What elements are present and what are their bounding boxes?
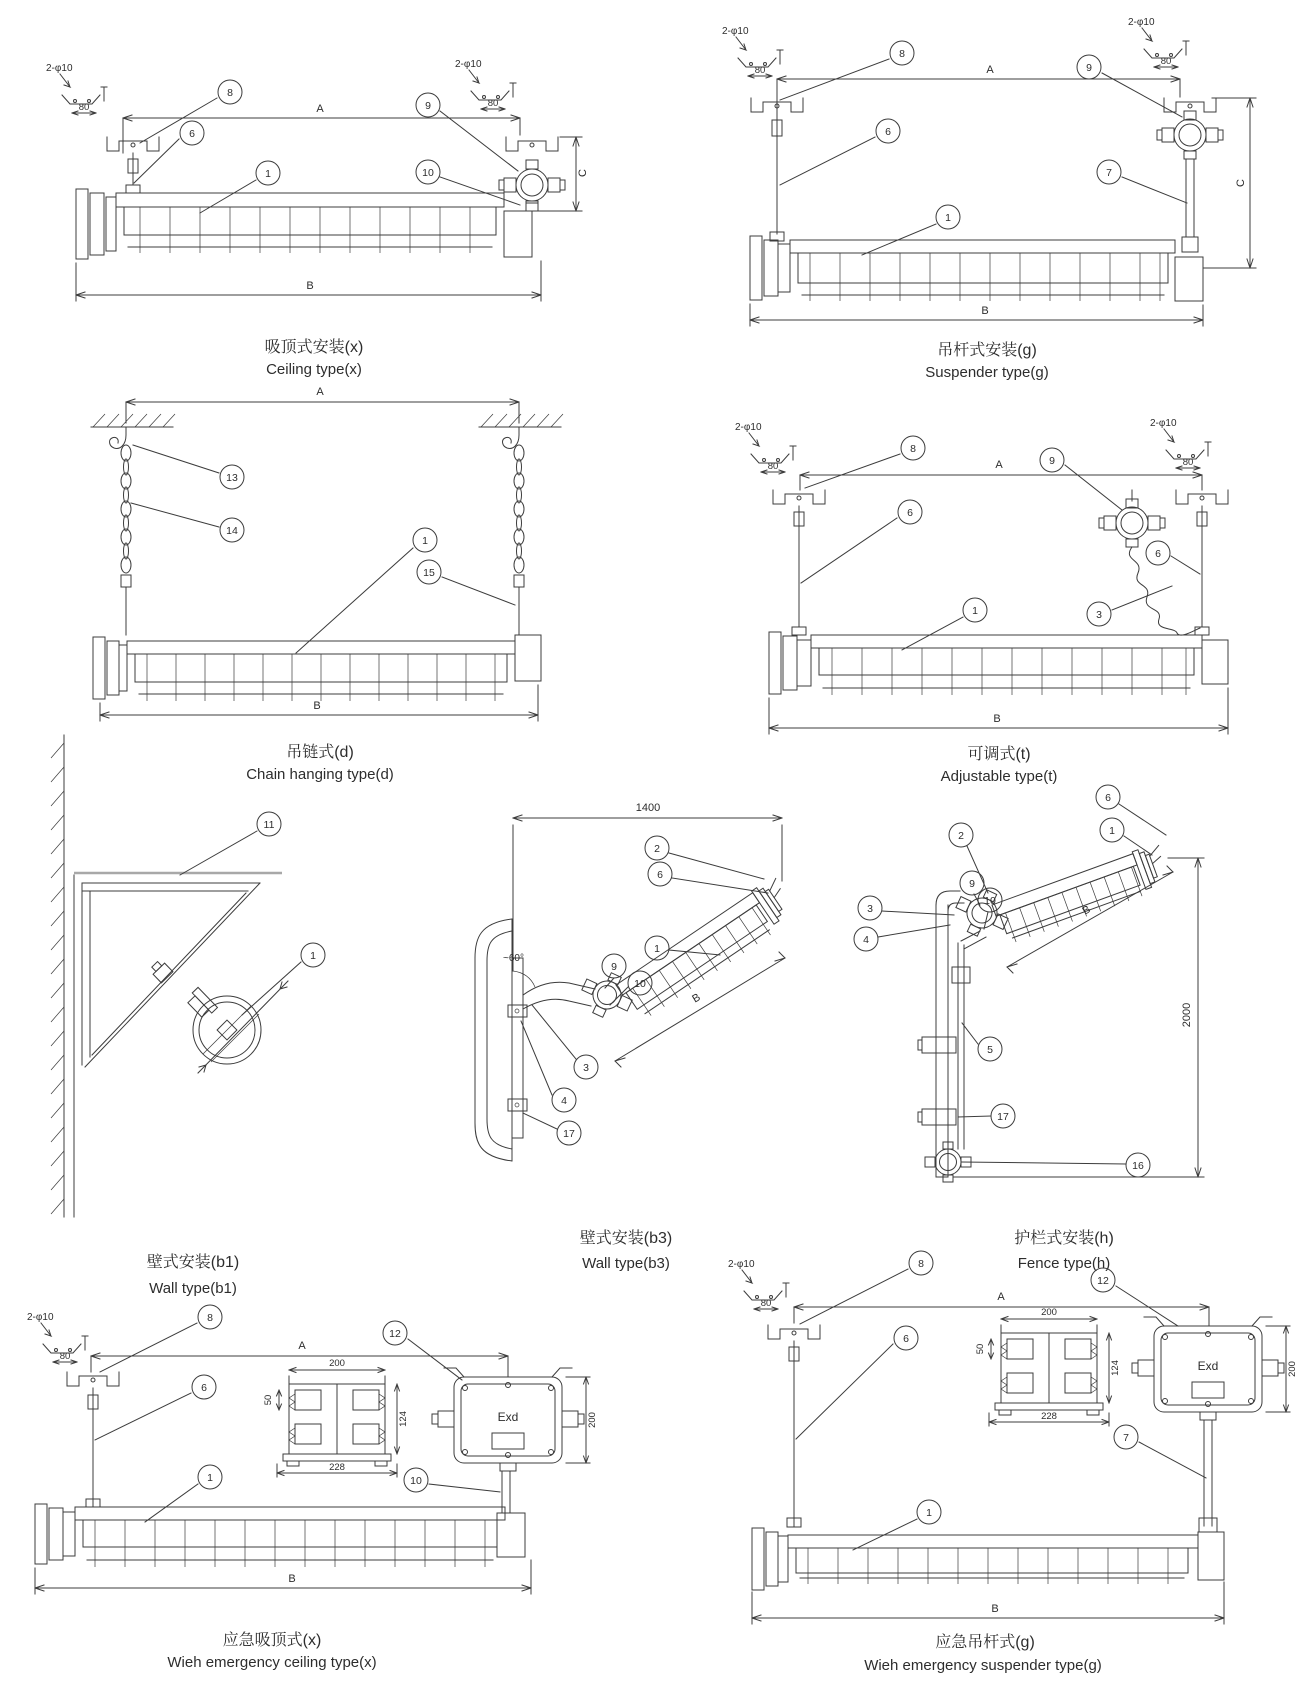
dim-A: [800, 459, 1202, 490]
diagram-title-cn: 壁式安装(b3): [579, 1230, 673, 1247]
dim-battery-124: [395, 1384, 410, 1454]
dim-battery-124: [1107, 1333, 1122, 1403]
callout-6: [134, 121, 204, 183]
dim-A-label: A: [995, 459, 1003, 471]
callout-6: [648, 862, 768, 893]
ceiling-bracket-right: [1164, 98, 1216, 112]
callout-15: [417, 560, 515, 605]
diagram-emergency-ceiling-type: [10, 1300, 655, 1690]
dim-B: [752, 1582, 1224, 1624]
dim-C-label: C: [1235, 179, 1247, 187]
svg-text:1: 1: [207, 1472, 213, 1484]
callout-17: [523, 1113, 581, 1145]
callout-8: [780, 41, 914, 100]
battery-detail: [263, 1358, 409, 1477]
callout-8: [805, 436, 925, 488]
offset-dim-label: 80: [767, 461, 779, 472]
svg-text:200: 200: [1287, 1361, 1298, 1377]
callout-1: [242, 943, 325, 1015]
diagram-title-cn: 可调式(t): [967, 746, 1031, 763]
svg-text:2: 2: [654, 843, 660, 855]
offset-dim-label: 80: [59, 1351, 71, 1362]
svg-text:7: 7: [1123, 1432, 1129, 1444]
svg-text:200: 200: [329, 1358, 345, 1369]
dim-A-label: A: [316, 386, 324, 398]
svg-text:9: 9: [611, 961, 617, 973]
dim-B: [100, 685, 538, 721]
svg-text:124: 124: [398, 1411, 409, 1427]
elbow-pipe: [523, 982, 595, 1009]
svg-text:6: 6: [903, 1333, 909, 1345]
offset-dim-label: 80: [1160, 56, 1172, 67]
svg-text:15: 15: [423, 567, 435, 579]
anchor-bolt-detail: [728, 1259, 789, 1311]
left-suspender-rod: [792, 506, 806, 635]
anchor-bolt-detail-left: [722, 26, 783, 78]
exd-control-box: [432, 1368, 598, 1471]
dim-C: [534, 137, 589, 211]
left-suspender-rod: [787, 1341, 801, 1527]
dim-battery-50: [975, 1339, 994, 1359]
dim-B: [35, 1560, 531, 1594]
junction-box: [1157, 111, 1223, 159]
left-mounting-stem: [86, 1388, 100, 1507]
dim-B-label: B: [991, 1603, 999, 1615]
offset-dim-label: 80: [78, 102, 90, 113]
dim-battery-228: [989, 1411, 1109, 1426]
svg-text:6: 6: [657, 869, 663, 881]
pole: [936, 891, 964, 1177]
callout-8: [800, 1251, 933, 1324]
diagram-emergency-suspender-type: [648, 1230, 1303, 1685]
svg-text:1: 1: [972, 605, 978, 617]
diagram-title-en: Wieh emergency suspender type(g): [864, 1657, 1102, 1674]
left-mounting-stem: [126, 153, 140, 193]
svg-text:13: 13: [226, 472, 238, 484]
callout-1: [296, 528, 437, 653]
callout-1: [853, 1500, 941, 1550]
svg-text:9: 9: [1049, 455, 1055, 467]
lamp-fixture: [752, 1528, 1224, 1590]
dim-B-diagonal: [615, 952, 785, 1067]
dim-C: [1203, 98, 1256, 268]
callout-6: [780, 119, 900, 185]
diagram-title-cn: 护栏式安装(h): [1014, 1230, 1114, 1247]
callout-1: [1100, 818, 1152, 855]
anchor-bolt-detail-left: [46, 63, 107, 115]
svg-text:9: 9: [1086, 62, 1092, 74]
right-suspender-rod: [1195, 506, 1209, 635]
svg-text:200: 200: [1041, 1307, 1057, 1318]
dim-A-label: A: [316, 103, 324, 115]
hole-spec-label: 2-φ10: [1128, 17, 1155, 28]
callout-3: [1087, 586, 1172, 626]
ceiling-bracket: [67, 1372, 119, 1386]
callout-12: [1091, 1268, 1178, 1326]
hook-left: [110, 427, 126, 448]
hole-spec-label: 2-φ10: [27, 1312, 54, 1323]
callout-17: [958, 1104, 1015, 1128]
offset-dim-label: 80: [760, 1298, 772, 1309]
wall-hatch: [51, 735, 74, 1217]
callout-12: [383, 1321, 462, 1380]
angle-dim: [503, 953, 535, 987]
dim-A-label: A: [997, 1291, 1005, 1303]
svg-text:1: 1: [310, 950, 316, 962]
callout-6b: [1146, 541, 1200, 574]
svg-text:50: 50: [263, 1394, 274, 1406]
mounting-strip: [508, 958, 527, 1138]
ceiling-bracket: [768, 1325, 820, 1339]
diagram-wall-type-b1: [30, 725, 390, 1325]
callout-6: [796, 1326, 918, 1439]
pole-clamp-upper: [918, 1037, 956, 1053]
diagram-title-en: Suspender type(g): [925, 364, 1049, 381]
callout-14: [131, 503, 244, 542]
lamp-fixture: [76, 189, 538, 259]
hole-spec-label: 2-φ10: [728, 1259, 755, 1270]
ceiling-hatch-left: [91, 414, 175, 427]
offset-dim-label: 80: [487, 98, 499, 109]
lamp-end-view: [185, 987, 261, 1064]
callout-6: [95, 1375, 216, 1440]
dim-C-label: C: [577, 169, 589, 177]
hole-spec-label: 2-φ10: [722, 26, 749, 37]
svg-text:11: 11: [263, 819, 275, 831]
svg-text:9: 9: [425, 100, 431, 112]
diagram-title-en: Chain hanging type(d): [246, 766, 394, 783]
svg-text:6: 6: [1155, 548, 1161, 560]
hole-spec-label: 2-φ10: [455, 59, 482, 70]
diagram-title-cn: 应急吊杆式(g): [935, 1634, 1035, 1651]
svg-text:8: 8: [918, 1258, 924, 1270]
chain-right: [514, 445, 524, 635]
svg-text:228: 228: [329, 1462, 345, 1473]
dim-box-200: [1266, 1326, 1298, 1412]
diagram-title-cn: 吸顶式安装(x): [264, 339, 364, 356]
svg-text:6: 6: [189, 128, 195, 140]
lamp-fixture: [750, 236, 1203, 301]
dim-A-label: A: [298, 1340, 306, 1352]
callout-6: [1096, 785, 1166, 835]
callout-7: [1114, 1425, 1206, 1478]
dim-battery-200: [289, 1358, 385, 1384]
callout-9: [1040, 448, 1122, 510]
bracket-bolt: [149, 959, 173, 983]
ceiling-bracket-right: [506, 137, 558, 151]
svg-text:14: 14: [226, 525, 238, 537]
callout-8: [100, 1305, 222, 1372]
svg-text:1: 1: [422, 535, 428, 547]
dim-diagonal: [198, 981, 288, 1073]
anchor-bolt-detail: [27, 1312, 88, 1364]
diagram-title-en: Fence type(h): [1017, 1255, 1111, 1272]
dim-1400: [513, 802, 782, 971]
diagram-wall-type-b3: [420, 733, 815, 1298]
callout-3: [532, 1005, 598, 1079]
callout-7: [1097, 160, 1187, 203]
callout-13: [133, 445, 244, 489]
dim-A: [91, 1340, 508, 1377]
anchor-bolt-detail-right: [455, 59, 516, 111]
anchor-bolt-detail-right: [1128, 17, 1189, 69]
dim-B-label: B: [981, 305, 989, 317]
svg-text:200: 200: [587, 1412, 598, 1428]
lamp-fixture: [93, 635, 541, 701]
exd-label: Exd: [497, 1410, 519, 1424]
svg-text:6: 6: [1105, 792, 1111, 804]
flexible-cord: [1129, 547, 1200, 635]
dim-B-label: B: [993, 713, 1001, 725]
svg-text:3: 3: [867, 903, 873, 915]
offset-dim-label: 80: [1182, 457, 1194, 468]
junction-box: [575, 964, 639, 1025]
dim-A: [126, 386, 519, 423]
svg-text:124: 124: [1110, 1360, 1121, 1376]
svg-text:1: 1: [654, 943, 660, 955]
ceiling-bracket-right: [1176, 490, 1228, 504]
svg-text:7: 7: [1106, 167, 1112, 179]
svg-text:17: 17: [997, 1111, 1009, 1123]
dim-A-label: A: [986, 64, 994, 76]
callout-3: [858, 896, 954, 920]
ceiling-bracket-left: [107, 137, 159, 151]
ceiling-hatch-right: [479, 414, 563, 427]
svg-text:12: 12: [389, 1328, 401, 1340]
junction-box: [1099, 490, 1165, 547]
callout-11: [180, 812, 281, 875]
diagram-title-cn: 吊链式(d): [286, 744, 354, 761]
svg-text:8: 8: [207, 1312, 213, 1324]
callout-1: [145, 1465, 222, 1522]
svg-text:17: 17: [563, 1128, 575, 1140]
diagram-title-cn: 吊杆式安装(g): [937, 342, 1037, 359]
svg-text:3: 3: [583, 1062, 589, 1074]
svg-text:10: 10: [634, 978, 646, 990]
svg-text:50: 50: [975, 1343, 986, 1355]
lamp-fixture: [769, 632, 1228, 695]
callout-1: [902, 598, 987, 650]
dim-A: [777, 64, 1180, 115]
offset-dim-label: 80: [754, 65, 766, 76]
left-suspender-rod: [770, 112, 784, 241]
exd-label: Exd: [1197, 1359, 1219, 1373]
hole-spec-label: 2-φ10: [46, 63, 73, 74]
dim-battery-50: [263, 1390, 282, 1410]
anchor-bolt-detail-right: [1150, 418, 1211, 470]
dim-2000-label: 2000: [1181, 1002, 1193, 1028]
hole-spec-label: 2-φ10: [735, 422, 762, 433]
svg-text:16: 16: [1132, 1160, 1144, 1172]
dim-A: [123, 103, 520, 153]
callout-5: [962, 1023, 1002, 1061]
chain-left: [121, 445, 131, 635]
lamp-fixture: [35, 1504, 525, 1567]
svg-text:4: 4: [863, 934, 869, 946]
svg-text:1: 1: [945, 212, 951, 224]
svg-text:1: 1: [1109, 825, 1115, 837]
svg-text:10: 10: [422, 167, 434, 179]
diagram-fence-type: [800, 715, 1270, 1295]
svg-text:12: 12: [1097, 1275, 1109, 1287]
dim-box-200: [566, 1377, 598, 1463]
svg-text:228: 228: [1041, 1411, 1057, 1422]
right-suspender-rod: [1182, 159, 1198, 252]
svg-text:1: 1: [926, 1507, 932, 1519]
diagram-title-cn: 壁式安装(b1): [146, 1254, 240, 1271]
dim-B: [76, 261, 541, 301]
svg-text:9: 9: [969, 878, 975, 890]
callout-10: [404, 1468, 500, 1492]
dim-B-label: B: [690, 991, 703, 1006]
callout-9: [416, 93, 518, 171]
diagram-title-en: Wall type(b1): [149, 1280, 237, 1297]
wall-bracket-triangle: [74, 873, 282, 1067]
dim-B-label: B: [306, 280, 314, 292]
diagram-title-en: Wall type(b3): [582, 1255, 670, 1272]
lamp-fixture: [991, 843, 1173, 946]
svg-text:6: 6: [201, 1382, 207, 1394]
dim-battery-228: [277, 1462, 397, 1477]
diagram-ceiling-type: [20, 15, 600, 390]
diagram-title-en: Wieh emergency ceiling type(x): [167, 1654, 377, 1671]
hook-right: [503, 427, 519, 448]
diagram-title-en: Ceiling type(x): [266, 361, 362, 378]
dim-B: [750, 304, 1203, 326]
svg-text:8: 8: [910, 443, 916, 455]
dim-B-label: B: [1080, 903, 1093, 918]
angle-label: ~60°: [503, 953, 524, 964]
svg-text:6: 6: [885, 126, 891, 138]
callout-4: [521, 1021, 576, 1112]
dim-A: [794, 1291, 1209, 1326]
svg-text:1: 1: [265, 168, 271, 180]
diagram-suspender-type: [650, 5, 1275, 390]
battery-detail: [975, 1307, 1121, 1426]
svg-text:3: 3: [1096, 609, 1102, 621]
pole-clamp-lower: [918, 1109, 956, 1125]
dim-battery-200: [1001, 1307, 1097, 1333]
callout-16: [962, 1153, 1150, 1177]
lamp-fixture: [615, 876, 800, 1022]
svg-text:4: 4: [561, 1095, 567, 1107]
anchor-bolt-detail-left: [735, 422, 796, 474]
hole-spec-label: 2-φ10: [1150, 418, 1177, 429]
ceiling-bracket-left: [773, 490, 825, 504]
dim-B-label: B: [313, 700, 321, 712]
svg-text:8: 8: [227, 87, 233, 99]
svg-text:10: 10: [410, 1475, 422, 1487]
svg-text:2: 2: [958, 830, 964, 842]
callout-1: [200, 161, 280, 213]
dim-1400-label: 1400: [635, 802, 661, 814]
callout-1: [862, 205, 960, 255]
svg-text:6: 6: [907, 507, 913, 519]
svg-text:10: 10: [984, 895, 996, 907]
diagram-title-cn: 应急吸顶式(x): [222, 1632, 322, 1649]
svg-text:5: 5: [987, 1044, 993, 1056]
svg-text:8: 8: [899, 48, 905, 60]
diagram-title-en: Adjustable type(t): [940, 768, 1058, 785]
dim-B-label: B: [288, 1573, 296, 1585]
callout-6a: [801, 500, 922, 583]
exd-control-box: [1132, 1317, 1298, 1420]
